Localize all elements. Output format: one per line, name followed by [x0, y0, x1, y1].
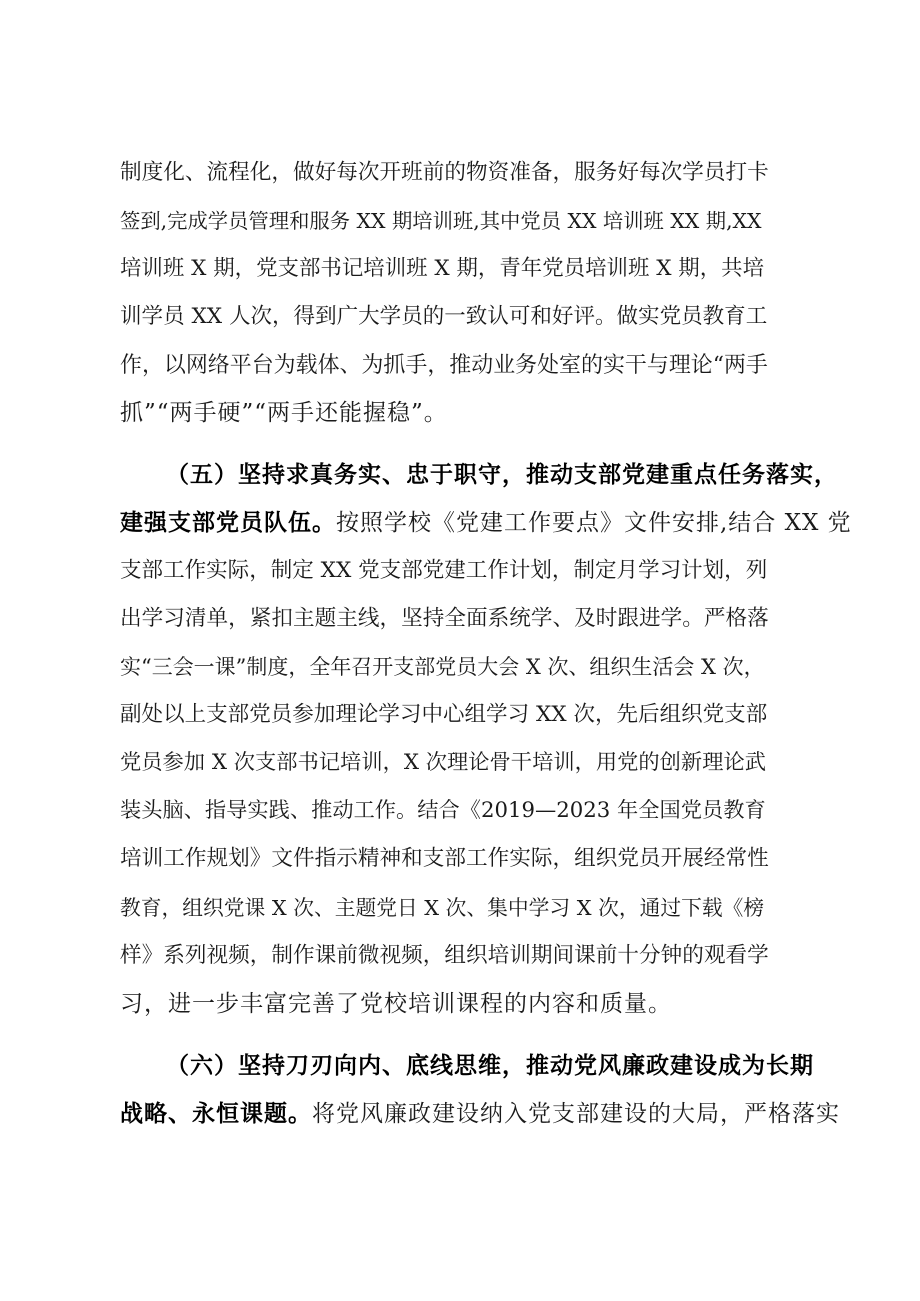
heading-text: （六）坚持刀刃向内、底线思维，推动党风廉政建设成为长期 [166, 1052, 814, 1079]
line-text: 制度化、流程化，做好每次开班前的物资准备，服务好每次学员打卡 [120, 160, 769, 185]
line-text: 培训工作规划》文件指示精神和支部工作实际，组织党员开展经常性 [120, 846, 769, 871]
text-line [120, 649, 804, 685]
text-line [120, 793, 804, 829]
line-text: 实“三会一课”制度，全年召开支部党员大会 X 次、组织生活会 X 次， [120, 655, 765, 679]
text-line [120, 1096, 840, 1132]
text-line [120, 890, 804, 926]
text-line [120, 155, 804, 191]
text-line [120, 938, 804, 974]
line-text: 党员参加 X 次支部书记培训，X 次理论骨干培训，用党的创新理论武 [120, 750, 766, 775]
line-text: 训学员 XX 人次，得到广大学员的一致认可和好评。做实党员教育工 [120, 304, 768, 329]
line-text: 按照学校《党建工作要点》文件安排,结合 XX 党 [336, 510, 852, 536]
heading-text: 战略、永恒课题。 [120, 1100, 312, 1127]
line-text: 签到,完成学员管理和服务 XX 期培训班,其中党员 XX 培训班 XX 期,XX [120, 209, 762, 233]
line-text: 习，进一步丰富完善了党校培训课程的内容和质量。 [120, 991, 672, 1017]
text-line [120, 395, 448, 431]
text-line [120, 348, 804, 384]
line-text: 出学习清单，紧扣主题主线，坚持全面系统学、及时跟进学。严格落 [120, 606, 769, 631]
line-text: 样》系列视频，制作课前微视频，组织培训期间课前十分钟的观看学 [120, 943, 769, 968]
line-text: 将党风廉政建设纳入党支部建设的大局，严格落实 [312, 1101, 840, 1127]
heading-text: 建强支部党员队伍。 [120, 509, 336, 536]
text-line [120, 251, 804, 287]
line-text: 抓”“两手硬”“两手还能握稳”。 [120, 400, 448, 426]
line-text: 支部工作实际，制定 XX 党支部党建工作计划，制定月学习计划，列 [120, 558, 768, 583]
section-heading-5 [120, 457, 838, 493]
text-line [120, 841, 804, 877]
line-text: 培训班 X 期，党支部书记培训班 X 期，青年党员培训班 X 期，共培 [120, 256, 765, 281]
heading-text: （五）坚持求真务实、忠于职守，推动支部党建重点任务落实， [166, 461, 838, 488]
text-line [120, 553, 804, 589]
text-line [120, 601, 804, 637]
text-line [120, 203, 804, 239]
text-line [120, 505, 852, 541]
text-line [120, 745, 804, 781]
line-text: 作，以网络平台为载体、为抓手，推动业务处室的实干与理论“两手 [120, 353, 768, 378]
text-line [120, 986, 672, 1022]
line-text: 教育，组织党课 X 次、主题党日 X 次、集中学习 X 次，通过下载《榜 [120, 896, 765, 920]
text-line [120, 299, 804, 335]
line-text: 副处以上支部党员参加理论学习中心组学习 XX 次，先后组织党支部 [120, 702, 768, 727]
line-text: 装头脑、指导实践、推动工作。结合《2019—2023 年全国党员教育 [120, 798, 766, 823]
section-heading-6 [120, 1048, 814, 1084]
text-line [120, 697, 804, 733]
